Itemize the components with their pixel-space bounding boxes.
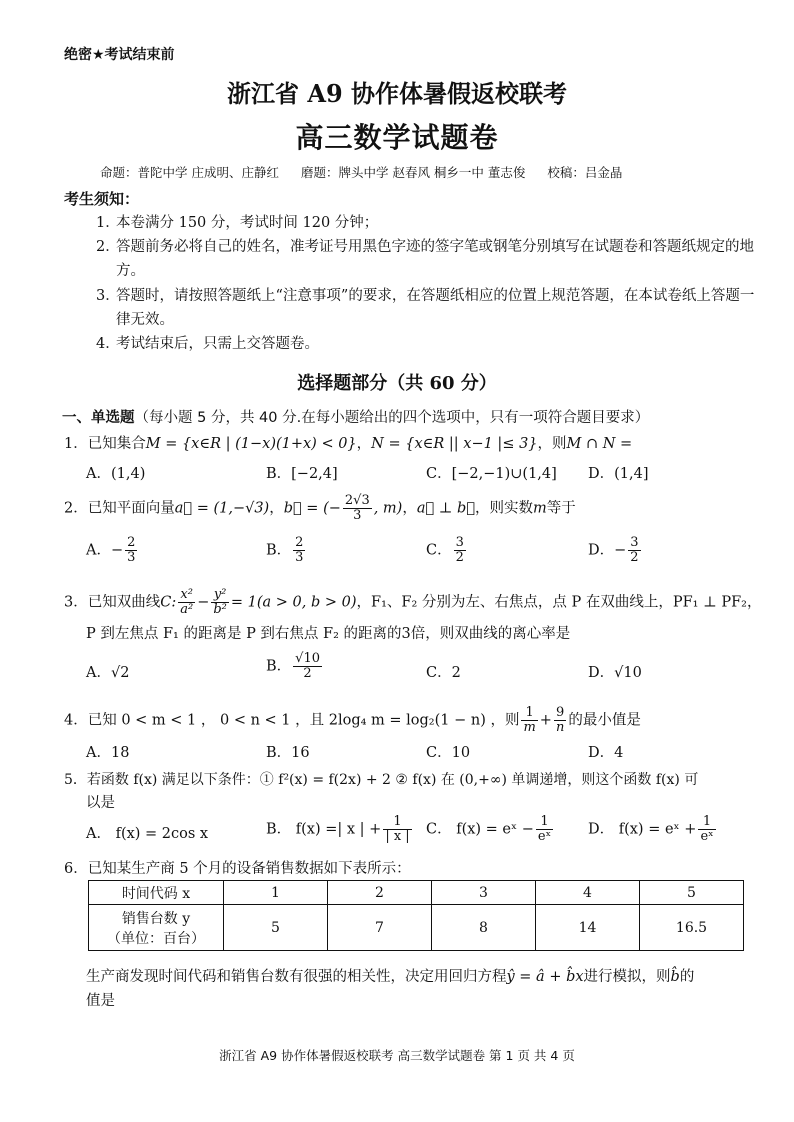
notice-item [96,235,776,283]
notice-text: 本卷满分 150 分，考试时间 120 分钟； [116,215,379,231]
q2-opt-fraction [628,536,640,565]
question-6-tail-line2: 值是 [86,993,115,1009]
notice-num: 1． [96,215,120,231]
q4-option-b: B．16 [266,745,310,761]
q5-opt-label: D． f(x) = eˣ + [588,821,697,838]
notice-text: 答题时，请按照答题纸上“注意事项”的要求，在答题纸相应的位置上规范答题，在本试卷纸上答题一律无效。 [116,288,755,328]
q3-opt-fraction [293,652,322,681]
q3-x2: x² [178,588,195,603]
q6-regression-eq: ŷ = â + b̂x [506,969,584,985]
q4-frac-1 [521,706,537,735]
q1-option-d: D．(1,4] [588,466,649,482]
table-cell: 14 [536,905,640,951]
table-cell: 7 [328,905,432,951]
q4-option-d: D．4 [588,745,624,761]
q2-option-a [86,536,139,565]
q5-opt-num: 1 [698,815,715,830]
q3-option-a: A．√2 [86,665,130,681]
q4-option-c: C．10 [426,745,471,761]
q5-option-c [426,815,555,844]
sales-table [88,880,744,951]
notice-text: 答题前务必将自己的姓名，准考证号用黑色字迹的签字笔或钢笔分别填写在试题卷和答题纸规定的地方。 [116,239,754,279]
credit-setter: 命题：普陀中学 庄成明、庄静红 [100,165,279,180]
q2-sep: ， [269,500,284,517]
q4-plus: + [539,712,552,729]
page-footer: 浙江省 A9 协作体暑假返校联考 高三数学试题卷 第 1 页 共 4 页 [219,1048,575,1063]
q2-vector-b-pre: b⃗ = (− [283,500,341,517]
q3-a2: a² [180,602,194,617]
q4-f2-num: 9 [554,706,566,721]
q2-opt-fraction [125,536,137,565]
q3-option-d: D．√10 [588,665,642,681]
q3-curve-label: C: [160,594,177,611]
q3-opt-label: B． [266,658,292,675]
q2-opt-label: C． [426,542,452,559]
q3-frac-x [178,588,195,617]
q3-text-b: ，F₁、F₂ 分别为左、右焦点，点 P 在双曲线上，PF₁ ⊥ PF₂， [356,594,762,611]
part-heading [62,406,649,427]
q2-fraction [343,494,372,523]
q1-text: 1．已知集合 [64,436,146,452]
q2-opt-den: 3 [295,550,304,565]
q5-opt-den: | x | [385,829,410,844]
table-cell: 3 [432,881,536,905]
q4-f1-den: m [523,720,536,735]
q2-opt-num: 2 [295,535,304,550]
q2-frac-num: 2√3 [344,493,370,508]
q3-y2: y² [211,588,229,603]
q5-opt-fraction [536,815,553,844]
q2-option-c [426,536,468,565]
q5-opt-num: 1 [536,815,553,830]
q5-opt-num: 1 [383,815,411,830]
question-5-line2: 以是 [86,795,115,811]
q5-opt-den: eˣ [537,829,552,844]
table-cell: 8 [432,905,536,951]
q2-frac-den: 3 [353,508,362,523]
question-4-stem [64,706,641,735]
table-header-line: （单位：百台） [107,930,205,947]
q2-opt-den: 2 [455,550,464,565]
q1-set-m: M = {x∈R | (1−x)(1+x) < 0} [145,436,357,452]
q1-text-b: ，则 [537,436,567,452]
q4-option-a: A．18 [86,745,130,761]
credit-reviewer: 磨题：牌头中学 赵春风 桐乡一中 董志俊 [300,165,526,180]
q2-option-d [588,536,643,565]
table-cell: 1 [224,881,328,905]
part-label: 一、单选题 [62,410,135,426]
q1-option-a: A．(1,4) [86,466,146,482]
q2-opt-sign: − [110,542,124,559]
notice-item [96,211,776,235]
secret-label: 绝密★考试结束前 [64,47,175,63]
q5-opt-label: C． f(x) = eˣ − [426,821,534,838]
q2-text-b: ，则实数 [475,500,534,517]
q2-vector-b-post: , m) [373,500,403,517]
q2-opt-num: 3 [630,535,639,550]
exam-title: 浙江省 A9 协作体暑假返校联考 [226,79,568,108]
q4-f2-den: n [555,720,565,735]
question-3-stem [64,588,761,617]
q2-opt-sign: − [614,542,627,559]
q6-text-c: 的 [679,969,695,985]
q3-eq-tail: = 1(a > 0, b > 0) [230,594,357,611]
q2-perp: a⃗ ⊥ b⃗ [416,500,476,517]
q3-option-b [266,652,324,681]
q3-opt-den: 2 [303,666,312,681]
q2-opt-label: A． [86,542,111,559]
q3-b2: b² [213,602,227,617]
credits-line [100,163,640,181]
question-5-line1: 5．若函数 f(x) 满足以下条件：① f²(x) = f(2x) + 2 ② f(x) 在 (0,+∞) 单调递增，则这个函数 f(x) 可 [64,772,699,788]
question-1-stem [64,433,632,455]
q1-option-b: B．[−2,4] [266,466,338,482]
q6-text: 生产商发现时间代码和销售台数有很强的相关性，决定用回归方程 [86,969,507,985]
q3-opt-num: √10 [295,651,320,666]
table-cell: 5 [640,881,744,905]
q2-opt-den: 2 [630,550,639,565]
q2-opt-label: D． [588,542,615,559]
q2-opt-fraction [293,536,305,565]
part-description: （每小题 5 分，共 40 分.在每小题给出的四个选项中，只有一项符合题目要求） [134,410,650,426]
q1-sep: ， [356,436,372,452]
notice-item [96,284,776,332]
notice-item [96,332,776,356]
q5-opt-fraction [383,815,411,844]
q2-var: m [533,500,547,517]
exam-subtitle: 高三数学试题卷 [295,121,499,154]
q3-text: 3．已知双曲线 [64,594,161,611]
question-6-tail [86,966,694,988]
table-header-line: 销售台数 y [121,910,191,927]
q3-frac-y [211,588,229,617]
q2-opt-fraction [454,536,466,565]
notice-num: 4． [96,336,120,352]
table-row [89,881,744,905]
table-cell: 2 [328,881,432,905]
q6-text-b: 进行模拟，则 [583,969,671,985]
q1-ask: M ∩ N = [566,436,633,452]
notice-heading: 考生须知： [64,190,140,208]
question-6-stem: 6．已知某生产商 5 个月的设备销售数据如下表所示： [64,861,411,877]
table-cell: 16.5 [640,905,744,951]
notice-num: 3． [96,288,120,304]
q1-option-c: C．[−2,−1)∪(1,4] [426,466,557,482]
q5-opt-label: B． f(x) =| x | + [266,821,382,838]
q2-text: 2．已知平面向量 [64,500,175,517]
table-cell: 4 [536,881,640,905]
q6-bhat: b̂ [670,969,680,985]
q2-opt-den: 3 [127,550,136,565]
q5-option-a: A． f(x) = 2cos x [86,826,209,842]
table-cell: 5 [224,905,328,951]
q2-opt-num: 3 [455,535,464,550]
q4-f1-num: 1 [521,706,537,721]
notice-text: 考试结束后，只需上交答题卷。 [116,336,319,352]
notice-num: 2． [96,239,120,255]
q3-minus: − [197,594,210,611]
q2-opt-num: 2 [127,535,136,550]
q1-set-n: N = {x∈R || x−1 |≤ 3} [371,436,538,452]
q4-text-b: 的最小值是 [568,712,641,729]
table-header-cell [89,905,224,951]
question-3-line2: P 到左焦点 F₁ 的距离是 P 到右焦点 F₂ 的距离的3倍，则双曲线的离心率是 [86,626,571,642]
table-row [89,905,744,951]
section-title: 选择题部分（共 60 分） [297,373,497,394]
table-header-cell: 时间代码 x [89,881,224,905]
q5-option-b [266,815,414,844]
q2-opt-label: B． [266,542,292,559]
q2-text-c: 等于 [546,500,576,517]
q4-text: 4．已知 0 < m < 1 ， 0 < n < 1 ，且 2log₄ m = log₂(1 − n) ，则 [64,712,520,729]
q2-option-b [266,536,307,565]
q4-frac-2 [554,706,566,735]
q3-option-c: C．2 [426,665,461,681]
q2-sep2: ， [402,500,417,517]
q5-option-d [588,815,718,844]
q5-opt-den: eˣ [700,829,714,844]
q5-opt-fraction [698,815,715,844]
question-2-stem [64,494,576,523]
q2-vector-a: a⃗ = (1,−√3) [174,500,270,517]
credit-proofreader: 校稿：吕金晶 [547,165,623,180]
